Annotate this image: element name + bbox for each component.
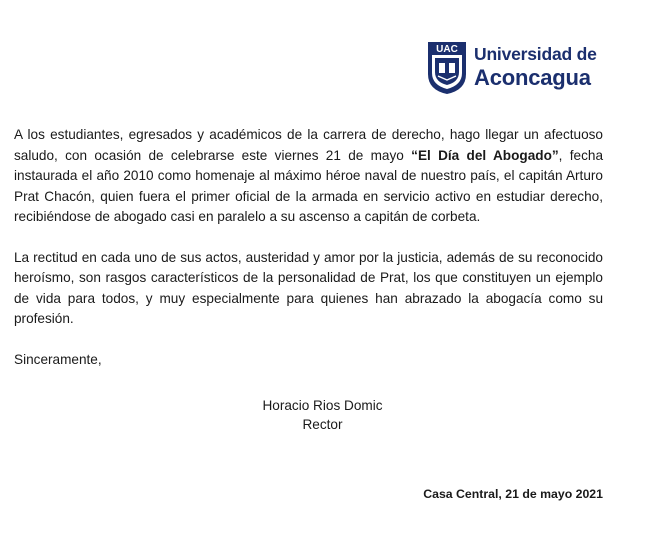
signature-block xyxy=(200,396,445,434)
paragraph-1 xyxy=(14,125,603,228)
place-date: Casa Central, 21 de mayo 2021 xyxy=(423,487,603,501)
closing: Sinceramente, xyxy=(14,351,102,367)
seal-text: UAC xyxy=(436,44,458,55)
paragraph-1-text-end: , fecha instaurada el año 2010 como homenaje al máximo héroe naval de nuestro país, el capitán Arturo Prat Chacón, quien fuera el primer oficial de la armada en servicio activo en estudiar derecho, recibiéndose de abogado casi en paralelo a su ascenso a capitán de corbeta. xyxy=(14,147,603,224)
paragraph-2: La rectitud en cada uno de sus actos, austeridad y amor por la justicia, además de su reconocido heroísmo, son rasgos característicos de la personalidad de Prat, los que constituyen un ejemplo de vida para todos, y muy especialmente para quienes han abrazado la abogacía como su profesión. xyxy=(14,249,603,326)
signer-title: Rector xyxy=(302,417,343,432)
paragraph-1-text-start: A los estudiantes, egresados y académicos de la carrera de derecho, hago llegar un afectuoso saludo, con ocasión de celebrarse este viernes 21 de mayo xyxy=(14,127,603,163)
letter-body xyxy=(14,125,603,370)
university-logo xyxy=(426,40,597,96)
university-name-line2: Aconcagua xyxy=(474,64,591,90)
university-seal-icon xyxy=(426,40,468,96)
university-name-line1: Universidad de xyxy=(474,44,597,64)
paragraph-1-highlight: “El Día del Abogado” xyxy=(411,147,559,163)
signer-name: Horacio Rios Domic xyxy=(262,398,383,413)
university-name xyxy=(474,46,597,89)
